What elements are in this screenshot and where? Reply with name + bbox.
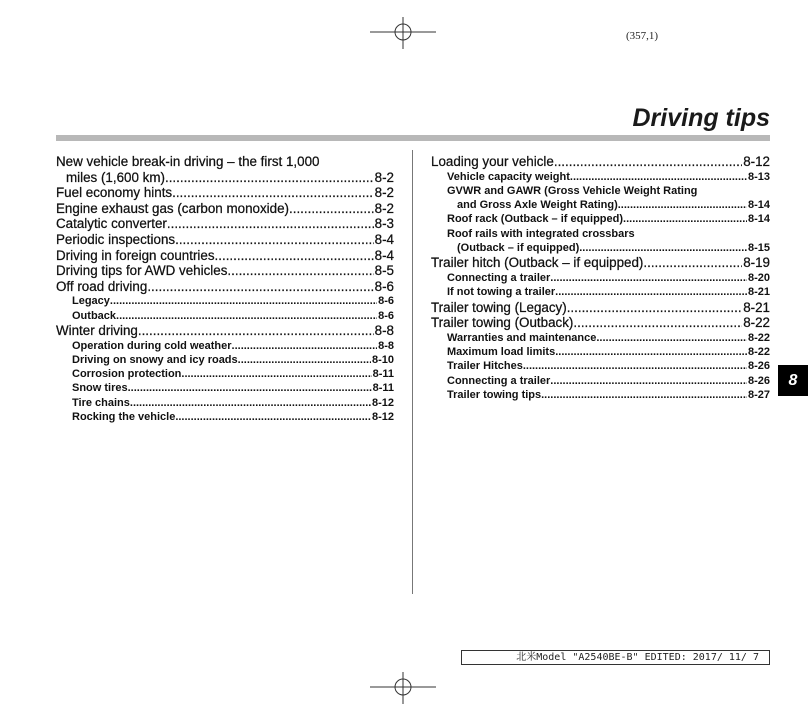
toc-page-number: 8-21: [747, 286, 770, 299]
toc-entry-label: Maximum load limits: [447, 346, 556, 359]
crop-mark-top: [370, 17, 436, 49]
toc-entry-label: Loading your vehicle: [431, 154, 554, 169]
toc-entry-label: Connecting a trailer: [447, 271, 551, 284]
toc-leader-dots: [618, 198, 747, 212]
toc-entry[interactable]: [431, 374, 770, 388]
toc-leader-dots: [130, 396, 371, 410]
toc-page-number: 8-22: [743, 315, 770, 331]
toc-entry[interactable]: [431, 331, 770, 345]
toc-entry[interactable]: [431, 359, 770, 373]
toc-entry-label: Connecting a trailer: [447, 374, 551, 387]
toc-entry-label: Snow tires: [72, 382, 128, 395]
toc-entry[interactable]: [56, 201, 394, 217]
toc-page-number: 8-20: [747, 271, 770, 284]
toc-entry-label: Outback: [72, 309, 117, 322]
toc-entry[interactable]: [431, 345, 770, 359]
toc-entry[interactable]: [56, 410, 394, 424]
toc-page-number: 8-10: [371, 353, 394, 366]
toc-page-number: 8-8: [378, 339, 394, 352]
page-code: (357,1): [626, 30, 659, 42]
toc-leader-dots: [227, 263, 373, 279]
toc-entry[interactable]: [431, 212, 770, 226]
toc-page-number: 8-19: [743, 255, 770, 271]
toc-leader-dots: [289, 201, 374, 217]
toc-leader-dots: [541, 388, 747, 402]
toc-entry-label: Winter driving: [56, 322, 138, 338]
toc-entry[interactable]: [56, 248, 394, 264]
toc-entry-label: Legacy: [72, 295, 110, 308]
toc-leader-dots: [175, 410, 371, 424]
title-rule: [56, 135, 770, 141]
toc-entry[interactable]: [431, 300, 770, 316]
toc-entry-label: Roof rack (Outback – if equipped): [447, 213, 624, 226]
toc-page-number: 8-26: [747, 360, 770, 373]
toc-entry-label: New vehicle break-in driving – the first 1,000: [56, 154, 320, 169]
toc-entry[interactable]: [56, 185, 394, 201]
toc-leader-dots: [623, 212, 747, 226]
toc-page-number: 8-27: [747, 388, 770, 401]
toc-entry-label: Trailer hitch (Outback – if equipped): [431, 255, 644, 271]
toc-page-number: 8-14: [747, 213, 770, 226]
toc-page-number: 8-4: [374, 231, 394, 247]
toc-entry-label: Trailer Hitches: [447, 360, 523, 373]
toc-right-column: [431, 154, 770, 402]
toc-entry-label: Periodic inspections: [56, 231, 176, 247]
toc-entry[interactable]: [56, 154, 394, 185]
toc-leader-dots: [238, 353, 371, 367]
toc-page-number: 8-13: [747, 170, 770, 183]
toc-entry-label-continued: (Outback – if equipped): [457, 242, 580, 255]
toc-leader-dots: [110, 294, 377, 308]
column-divider: [412, 150, 413, 594]
toc-entry[interactable]: [56, 216, 394, 232]
toc-entry-label: Fuel economy hints: [56, 185, 173, 201]
toc-entry[interactable]: [431, 227, 770, 256]
toc-entry[interactable]: [56, 263, 394, 279]
toc-entry-label-continued: miles (1,600 km): [66, 169, 165, 185]
toc-entry-label: GVWR and GAWR (Gross Vehicle Weight Rating: [447, 184, 698, 197]
toc-leader-dots: [215, 248, 374, 264]
toc-leader-dots: [167, 216, 374, 232]
toc-leader-dots: [165, 170, 374, 186]
toc-page-number: 8-4: [374, 247, 394, 263]
footer-edit-info: 北米Model "A2540BE-B" EDITED: 2017/ 11/ 7: [461, 650, 770, 665]
toc-leader-dots: [128, 381, 372, 395]
toc-page-number: 8-6: [378, 309, 394, 322]
toc-entry-label: Catalytic converter: [56, 216, 167, 232]
toc-page-number: 8-3: [374, 216, 394, 232]
toc-entry-label: Driving in foreign countries: [56, 247, 215, 263]
toc-entry[interactable]: [431, 315, 770, 331]
toc-page-number: 8-14: [747, 199, 770, 212]
toc-entry[interactable]: [56, 381, 394, 395]
toc-entry[interactable]: [56, 396, 394, 410]
toc-leader-dots: [643, 255, 742, 271]
toc-entry[interactable]: [56, 339, 394, 353]
toc-entry-label: Operation during cold weather: [72, 339, 232, 352]
toc-entry[interactable]: [56, 232, 394, 248]
toc-leader-dots: [550, 374, 747, 388]
toc-leader-dots: [579, 241, 747, 255]
toc-page-number: 8-2: [374, 169, 394, 185]
toc-page-number: 8-15: [747, 242, 770, 255]
toc-page-number: 8-21: [743, 299, 770, 315]
toc-leader-dots: [181, 367, 371, 381]
toc-entry-label: Corrosion protection: [72, 368, 182, 381]
toc-entry-label: Trailer towing tips: [447, 388, 542, 401]
toc-entry-label: Roof rails with integrated crossbars: [447, 227, 635, 240]
toc-entry[interactable]: [56, 323, 394, 339]
toc-entry[interactable]: [431, 388, 770, 402]
toc-entry-label: Rocking the vehicle: [72, 411, 176, 424]
toc-leader-dots: [573, 315, 742, 331]
crop-mark-bottom: [370, 672, 436, 704]
toc-entry[interactable]: [56, 309, 394, 323]
toc-entry-label: Driving on snowy and icy roads: [72, 353, 238, 366]
toc-page-number: 8-5: [374, 263, 394, 279]
toc-entry[interactable]: [431, 271, 770, 285]
toc-leader-dots: [567, 300, 742, 316]
toc-entry[interactable]: [431, 170, 770, 184]
toc-leader-dots: [138, 323, 374, 339]
toc-page-number: 8-6: [378, 295, 394, 308]
toc-entry-label: Driving tips for AWD vehicles: [56, 263, 228, 279]
toc-entry-label: Trailer towing (Legacy): [431, 299, 567, 315]
toc-leader-dots: [523, 359, 747, 373]
toc-entry-label: Vehicle capacity weight: [447, 170, 570, 183]
toc-leader-dots: [147, 279, 373, 295]
toc-entry[interactable]: [56, 367, 394, 381]
toc-page-number: 8-2: [374, 200, 394, 216]
toc-leader-dots: [555, 345, 747, 359]
toc-leader-dots: [550, 271, 747, 285]
toc-entry-label: If not towing a trailer: [447, 286, 556, 299]
toc-entry[interactable]: [56, 279, 394, 295]
toc-leader-dots: [555, 285, 747, 299]
page-title: Driving tips: [632, 104, 770, 132]
toc-leader-dots: [554, 154, 742, 170]
toc-entry-label: Trailer towing (Outback): [431, 315, 574, 331]
toc-left-column: [56, 154, 394, 424]
toc-page-number: 8-12: [743, 154, 770, 169]
toc-entry-label: Engine exhaust gas (carbon monoxide): [56, 200, 289, 216]
toc-page-number: 8-22: [747, 331, 770, 344]
toc-leader-dots: [596, 331, 747, 345]
toc-leader-dots: [570, 170, 747, 184]
toc-entry[interactable]: [56, 294, 394, 308]
toc-page-number: 8-22: [747, 346, 770, 359]
toc-leader-dots: [172, 185, 374, 201]
toc-leader-dots: [232, 339, 378, 353]
toc-entry-label: Tire chains: [72, 396, 130, 409]
toc-leader-dots: [175, 232, 374, 248]
chapter-tab[interactable]: 8: [778, 365, 808, 396]
toc-entry-label: Off road driving: [56, 278, 148, 294]
toc-page-number: 8-11: [372, 368, 394, 381]
toc-entry[interactable]: [431, 255, 770, 271]
toc-page-number: 8-12: [371, 396, 394, 409]
toc-entry-label: Warranties and maintenance: [447, 331, 597, 344]
toc-entry[interactable]: [431, 154, 770, 170]
toc-leader-dots: [116, 309, 377, 323]
toc-page-number: 8-8: [374, 322, 394, 338]
toc-entry[interactable]: [431, 285, 770, 299]
toc-entry[interactable]: [56, 353, 394, 367]
toc-page-number: 8-2: [374, 185, 394, 201]
toc-page-number: 8-11: [372, 382, 394, 395]
toc-page-number: 8-12: [371, 411, 394, 424]
toc-page-number: 8-6: [374, 278, 394, 294]
toc-page-number: 8-26: [747, 374, 770, 387]
toc-entry[interactable]: [431, 184, 770, 213]
toc-entry-label-continued: and Gross Axle Weight Rating): [457, 199, 618, 212]
